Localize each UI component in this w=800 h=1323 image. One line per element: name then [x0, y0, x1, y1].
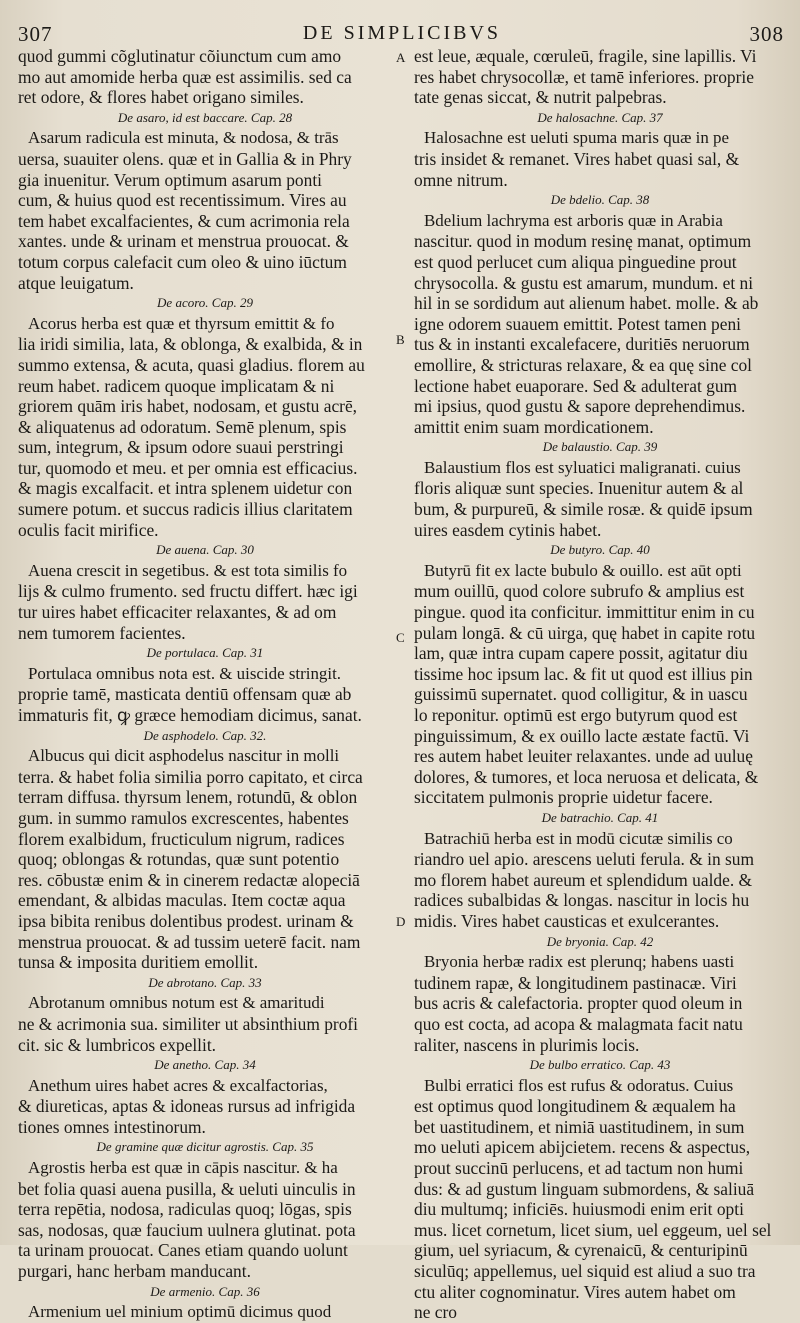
- text-line: radices subalbidas & longas. nascitur in locis hu: [414, 890, 750, 911]
- text-line: cit. sic & lumbricos expellit.: [18, 1034, 217, 1055]
- text-line: griorem quām iris habet, nodosam, et gustu acrē,: [18, 396, 358, 417]
- text-line: purgari, hanc herbam manducant.: [18, 1261, 251, 1282]
- paragraph-first-line: Abrotanum omnibus notum est & amaritudi: [28, 993, 325, 1013]
- text-line: lam, quæ intra cupam capere possit, agitatur diu: [414, 643, 748, 664]
- chapter-heading: De portulaca. Cap. 31: [146, 645, 264, 661]
- text-line: mi ipsius, quod gustu & sapore deprehendimus.: [414, 396, 746, 417]
- text-line: guissimū supernatet. quod colligitur, & in uascu: [414, 684, 748, 705]
- text-line: uersa, suauiter olens. quæ et in Gallia & in Phry: [18, 148, 352, 169]
- paragraph-first-line: Albucus qui dicit asphodelus nascitur in molli: [28, 746, 340, 766]
- text-line: ne cro: [414, 1302, 457, 1323]
- text-line: lia iridi similia, lata, & oblonga, & exalbida, & in: [18, 334, 363, 355]
- text-line: quoq; oblongas & rotundas, quæ sunt potentio: [18, 849, 340, 870]
- text-line: florem exalbidum, fructiculum nigrum, radices: [18, 828, 345, 849]
- chapter-heading: De armenio. Cap. 36: [150, 1283, 260, 1299]
- text-line: lo reponitur. optimū est ergo butyrum quod est: [414, 705, 738, 725]
- text-line: proprie tamē, masticata dentiū offensam quæ ab: [18, 684, 352, 705]
- text-line: dolores, & tumores, et loca neruosa et delicata, &: [414, 766, 759, 787]
- paragraph-first-line: Bryonia herbæ radix est plerunq; habens uasti: [424, 952, 735, 972]
- chapter-heading: De asaro, id est baccare. Cap. 28: [117, 109, 293, 125]
- text-line: sum, integrum, & ipsum odore suaui perstringi: [18, 437, 344, 458]
- paragraph-first-line: Asarum radicula est minuta, & nodosa, & trās: [28, 128, 339, 148]
- text-line: terra repētia, nodosa, radiculas quoq; lōgas, spis: [18, 1199, 352, 1220]
- text-line: res autem habet leuiter relaxantes. unde ad uuluę: [414, 746, 753, 767]
- margin-letter: B: [396, 332, 405, 347]
- text-line: siccitatem pulmonis proprie uidetur facere.: [414, 787, 713, 808]
- paragraph-first-line: Agrostis herba est quæ in cāpis nascitur. & ha: [28, 1158, 338, 1178]
- text-line: omne nitrum.: [414, 169, 508, 190]
- paragraph-first-line: Armenium uel minium optimū dicimus quod: [28, 1302, 332, 1322]
- text-line: est quod perlucet cum aliqua pinguedine prout: [414, 251, 737, 272]
- text-line: amittit enim suam mordicationem.: [414, 416, 654, 437]
- text-line: cum, & huius quod est recentissimum. Vires au: [18, 190, 347, 211]
- text-line: summo extensa, & acuta, quasi gladius. florem au: [18, 354, 365, 375]
- text-line: bet folia quasi auena pusilla, & ueluti uinculis in: [18, 1178, 356, 1199]
- page-number-left: 307: [18, 22, 53, 46]
- right-column: [414, 46, 786, 1323]
- text-line: atque leuigatum.: [18, 272, 134, 293]
- paragraph-first-line: Batrachiū herba est in modū cicutæ similis co: [424, 828, 733, 848]
- text-line: tate genas siccat, & nutrit palpebras.: [414, 87, 667, 108]
- text-line: midis. Vires habet causticas et exulcerantes.: [414, 910, 720, 931]
- text-line: igne odorem suauem emittit. Potest tamen peni: [414, 313, 741, 334]
- chapter-heading: De bryonia. Cap. 42: [546, 933, 654, 949]
- text-line: ret odore, & flores habet origano similes.: [18, 87, 304, 108]
- chapter-heading: De bulbo erratico. Cap. 43: [529, 1057, 671, 1073]
- running-title: DE SIMPLICIBVS: [302, 22, 502, 44]
- text-line: bus acris & calefactoria. propter quod oleum in: [414, 993, 743, 1014]
- text-line: oculis facit mirifice.: [18, 519, 159, 540]
- text-line: terra. & habet folia similia porro capitato, et circa: [18, 766, 363, 787]
- text-line: menstrua prouocat. & ad tussim ueterē facit. nam: [18, 931, 361, 952]
- text-line: lijs & culmo frumento. sed fructu differt. hæc igi: [18, 581, 358, 602]
- text-line: terram diffusa. thyrsum lenem, rotundū, & oblon: [18, 787, 358, 808]
- chapter-heading: De gramine quæ dicitur agrostis. Cap. 35: [96, 1139, 314, 1155]
- text-line: tur, quomodo et meu. et per omnia est efficacius.: [18, 457, 358, 478]
- text-line: uires easdem cytinis habet.: [414, 519, 602, 540]
- text-line: ipsa bibita renibus dolentibus prodest. urinam &: [18, 910, 354, 931]
- text-line: emendant, & albidas maculas. Item coctæ aqua: [18, 890, 346, 911]
- chapter-heading: De butyro. Cap. 40: [550, 542, 650, 558]
- text-line: gia inuenitur. Verum optimum asarum ponti: [18, 169, 322, 190]
- text-line: bet uastitudinem, et nimiā uastitudinem, in sum: [414, 1116, 745, 1137]
- text-line: tissime hoc ipsum lac. & fit ut quod est illius pin: [414, 663, 753, 684]
- text-line: mo ueluti apicem abijcietem. recens & aspectus,: [414, 1137, 751, 1158]
- chapter-heading: De halosachne. Cap. 37: [537, 109, 663, 125]
- text-line: tunsa & imposita duritiem emollit.: [18, 952, 259, 973]
- chapter-heading: De auena. Cap. 30: [156, 542, 254, 558]
- text-line: mo florem habet aureum et splendidum ualde. &: [414, 869, 753, 890]
- text-line: gum. in summo ramulos excrescentes, habentes: [18, 807, 349, 828]
- text-line: quod gummi cõglutinatur cõiunctum cum amo: [18, 46, 342, 66]
- chapter-heading: De acoro. Cap. 29: [157, 295, 253, 311]
- text-line: tus & in instanti excalefacere, duritiēs neruorum: [414, 334, 750, 355]
- text-line: pingue. quod ita conficitur. immittitur enim in cu: [414, 602, 755, 623]
- text-line: sas, nodosas, quæ faucium uulnera glutinat. pota: [18, 1219, 356, 1240]
- margin-letter: C: [396, 630, 405, 645]
- text-line: diu multumq; inficiēs. huiusmodi enim erit opti: [414, 1199, 744, 1220]
- text-line: ctu aliter cognominatur. Vires autem habet om: [414, 1281, 736, 1302]
- text-line: reum habet. radicem quoque implicatam & ni: [18, 375, 335, 396]
- text-line: res. cōbustæ enim & in cinerem redactæ alopeciā: [18, 869, 360, 890]
- text-line: siculūq; appellemus, uel siquid est aliud a suo tra: [414, 1261, 756, 1282]
- paragraph-first-line: Bulbi erratici flos est rufus & odoratus. Cuius: [424, 1075, 734, 1095]
- text-line: pulam longā. & cū uirga, quę habet in capite rotu: [414, 622, 756, 643]
- text-line: totum corpus calefacit cum oleo & uino iūctum: [18, 251, 347, 272]
- paragraph-first-line: Anethum uires habet acres & excalfactorias,: [28, 1075, 328, 1095]
- text-line: prout succinū perlucens, et ad tactum non humi: [414, 1158, 744, 1179]
- left-column: [18, 46, 392, 1323]
- text-line: emollire, & stricturas relaxare, & ea quę sine col: [414, 354, 753, 375]
- chapter-heading: De abrotano. Cap. 33: [148, 974, 262, 990]
- text-line: lectione habet euaporare. Sed & adulterat gum: [414, 375, 738, 396]
- text-line: mus. licet cornetum, licet sium, uel eggeum, uel sel: [414, 1219, 772, 1240]
- text-line: tur uires habet efficaciter relaxantes, & ad om: [18, 602, 337, 623]
- text-line: tiones omnes intestinorum.: [18, 1116, 206, 1137]
- text-line: tris insidet & remanet. Vires habet quasi sal, &: [414, 148, 740, 169]
- paragraph-first-line: Butyrū fit ex lacte bubulo & ouillo. est aūt opti: [424, 560, 742, 580]
- margin-letter: D: [396, 914, 406, 929]
- margin-letter: A: [396, 50, 406, 65]
- text-line: & aliquatenus ad odoratum. Semē plenum, spis: [18, 416, 347, 437]
- text-line: xantes. unde & urinam et menstrua prouocat. &: [18, 231, 349, 252]
- text-line: immaturis fit, ꝙ græce hemodiam dicimus, sanat.: [18, 705, 362, 725]
- text-line: gium, uel syriacum, & cyrenaicū, & centuripinū: [414, 1240, 748, 1261]
- text-line: ta urinam prouocat. Canes etiam quando uolunt: [18, 1240, 348, 1261]
- text-line: nem tumorem facientes.: [18, 622, 186, 643]
- paragraph-first-line: Halosachne est ueluti spuma maris quæ in pe: [424, 128, 729, 148]
- text-line: mum ouillū, quod colore subrufo & amplius est: [414, 581, 745, 602]
- text-line: nascitur. quod in modum resinę manat, optimum: [414, 231, 752, 252]
- chapter-heading: De bdelio. Cap. 38: [550, 192, 650, 208]
- chapter-heading: De asphodelo. Cap. 32.: [143, 727, 267, 743]
- text-line: res habet chrysocollæ, et tamē inferiores. proprie: [414, 66, 754, 87]
- text-line: tem habet excalfacientes, & cum acrimonia rela: [18, 210, 350, 231]
- text-line: chrysocolla. & gustu est amarum, mundum. et ni: [414, 272, 754, 293]
- paragraph-first-line: Balaustium flos est syluatici maligranati. cuius: [424, 457, 741, 477]
- running-header: [18, 22, 786, 46]
- text-line: est optimus quod longitudinem & æqualem ha: [414, 1096, 736, 1117]
- text-line: dus: & ad gustum linguam submordens, & saliuā: [414, 1178, 755, 1199]
- text-line: floris aliquæ sunt species. Inuenitur autem & al: [414, 478, 744, 499]
- text-line: hil in se sordidum aut alienum habet. molle. & ab: [414, 293, 759, 314]
- text-line: bum, & purpureū, & simile rosæ. & quidē ipsum: [414, 499, 753, 520]
- text-line: est leue, æquale, cœruleū, fragile, sine lapillis. Vi: [414, 46, 757, 66]
- paragraph-first-line: Auena crescit in segetibus. & est tota similis fo: [28, 560, 348, 580]
- paragraph-first-line: Acorus herba est quæ et thyrsum emittit & fo: [28, 313, 335, 333]
- text-line: tudinem rapæ, & longitudinem pastinacæ. Viri: [414, 972, 737, 993]
- paragraph-first-line: Portulaca omnibus nota est. & uiscide stringit.: [28, 663, 342, 683]
- paragraph-first-line: Bdelium lachryma est arboris quæ in Arabia: [424, 210, 723, 230]
- chapter-heading: De anetho. Cap. 34: [154, 1057, 256, 1073]
- chapter-heading: De batrachio. Cap. 41: [541, 809, 659, 825]
- chapter-heading: De balaustio. Cap. 39: [542, 439, 658, 455]
- text-line: mo aut amomide herba quæ est assimilis. sed ca: [18, 66, 352, 87]
- text-line: raliter, nascens in plurimis locis.: [414, 1034, 640, 1055]
- text-line: & diureticas, aptas & idoneas rursus ad infrigida: [18, 1096, 356, 1117]
- page-number-right: 308: [749, 22, 784, 46]
- text-line: riandro uel apio. arescens ueluti ferula. & in sum: [414, 849, 754, 870]
- text-line: sumere potum. et succus radicis illius claritatem: [18, 499, 353, 520]
- text-line: pinguissimum, & ex ouillo lacte æstate factū. Vi: [414, 725, 750, 746]
- text-line: ne & acrimonia sua. similiter ut absinthium profi: [18, 1013, 359, 1034]
- text-line: quo est cocta, ad acopa & malagmata facit natu: [414, 1013, 743, 1034]
- text-line: & magis excalfacit. et intra splenem uidetur con: [18, 478, 353, 499]
